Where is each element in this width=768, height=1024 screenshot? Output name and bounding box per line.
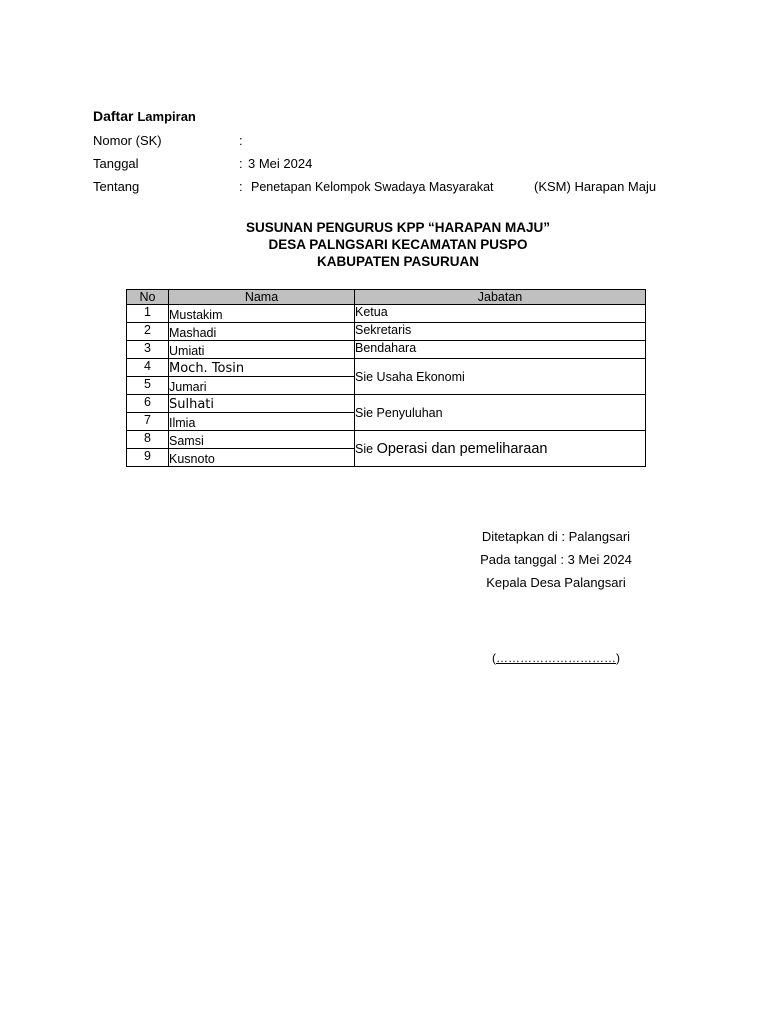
row-number: 3 <box>127 341 169 359</box>
table-row <box>127 395 646 413</box>
table-row <box>127 323 646 341</box>
members-table <box>126 289 646 467</box>
signature-line <box>456 651 656 665</box>
row-number: 6 <box>127 395 169 413</box>
column-header-nama: Nama <box>169 290 355 305</box>
row-number: 4 <box>127 359 169 377</box>
document-title <box>93 108 196 124</box>
member-name: Kusnoto <box>169 449 355 467</box>
tentang-value-a: Penetapan Kelompok Swadaya Masyarakat <box>251 180 494 194</box>
table-row <box>127 359 646 377</box>
member-name: Ilmia <box>169 413 355 431</box>
column-header-jabatan: Jabatan <box>355 290 646 305</box>
tanggal-label: Tanggal <box>93 156 139 171</box>
signature-place: Ditetapkan di : Palangsari <box>481 529 631 544</box>
position-prefix: Sie <box>355 441 374 456</box>
tentang-label: Tentang <box>93 179 140 194</box>
member-name: Mustakim <box>169 305 355 323</box>
table-row <box>127 341 646 359</box>
member-name: Jumari <box>169 377 355 395</box>
title-main: Daftar <box>93 108 134 124</box>
member-position <box>355 431 646 467</box>
heading-line2: DESA PALNGSARI KECAMATAN PUSPO <box>268 237 528 252</box>
row-number: 8 <box>127 431 169 449</box>
member-name: Mashadi <box>169 323 355 341</box>
signature-close-paren: ) <box>616 651 620 665</box>
tanggal-value: 3 Mei 2024 <box>248 156 313 171</box>
nomor-label: Nomor (SK) <box>93 133 162 148</box>
heading-line3: KABUPATEN PASURUAN <box>317 254 479 269</box>
member-position: Sekretaris <box>355 323 646 341</box>
heading-line1: SUSUNAN PENGURUS KPP “HARAPAN MAJU” <box>245 220 551 235</box>
member-position: Sie Penyuluhan <box>355 395 646 431</box>
nomor-colon: : <box>239 133 243 148</box>
row-number: 9 <box>127 449 169 467</box>
position-rest: Operasi dan pemeliharaan <box>376 440 548 457</box>
member-position: Sie Usaha Ekonomi <box>355 359 646 395</box>
member-position: Ketua <box>355 305 646 323</box>
table-header-row <box>127 290 646 305</box>
table-row <box>127 305 646 323</box>
table-row <box>127 431 646 449</box>
row-number: 5 <box>127 377 169 395</box>
row-number: 2 <box>127 323 169 341</box>
signature-position: Kepala Desa Palangsari <box>486 575 626 590</box>
member-position: Bendahara <box>355 341 646 359</box>
signature-dots: ………………………… <box>496 651 616 665</box>
member-name: Samsi <box>169 431 355 449</box>
signature-open-paren: ( <box>492 651 496 665</box>
row-number: 7 <box>127 413 169 431</box>
member-name: Umiati <box>169 341 355 359</box>
tentang-colon: : <box>239 179 243 194</box>
member-name: Sulhati <box>169 395 355 413</box>
tanggal-colon: : <box>239 156 243 171</box>
member-name: Moch. Tosin <box>169 359 355 377</box>
signature-date: Pada tanggal : 3 Mei 2024 <box>480 552 632 567</box>
title-sub: Lampiran <box>137 109 196 124</box>
tentang-value-b: (KSM) Harapan Maju <box>534 179 657 194</box>
row-number: 1 <box>127 305 169 323</box>
column-header-no: No <box>127 290 169 305</box>
